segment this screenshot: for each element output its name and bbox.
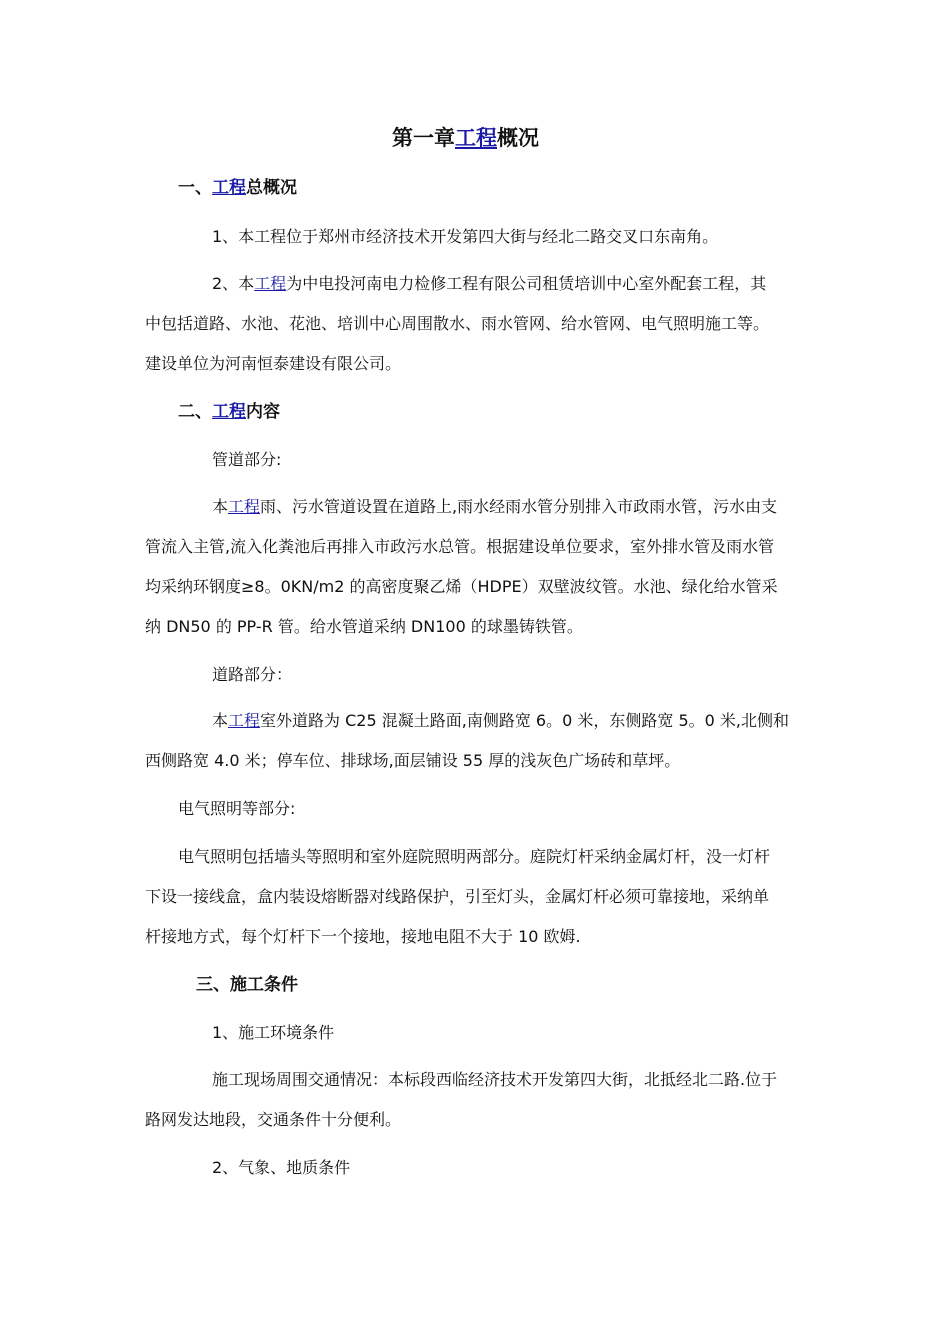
road-para-link[interactable]: 工程 [228,711,261,730]
chapter-title-prefix: 第一章 [392,126,455,150]
pipe-para-line2: 管流入主管,流入化粪池后再排入市政污水总管。根据建设单位要求，室外排水管及雨水管 [145,537,775,556]
road-section-label: 道路部分： [212,665,293,684]
section2-heading-suffix: 内容 [246,402,280,422]
section2-heading-link[interactable]: 工程 [212,402,246,422]
section3-item2: 2、气象、地质条件 [212,1158,351,1177]
section1-item2-prefix: 2、本 [212,274,255,293]
traffic-para-line2: 路网发达地段，交通条件十分便利。 [145,1110,402,1129]
pipe-para-line1 [212,496,777,518]
section1-item2-link[interactable]: 工程 [254,274,287,293]
elec-para-line2: 下设一接线盒，盒内装设熔断器对线路保护，引至灯头，金属灯杆必须可靠接地，采纳单 [145,887,770,906]
section1-heading-suffix: 总概况 [246,178,297,198]
section1-item2-suffix: 为中电投河南电力检修工程有限公司租赁培训中心室外配套工程，其 [286,274,767,293]
section1-item2-line3: 建设单位为河南恒泰建设有限公司。 [145,354,402,373]
section2-heading-prefix: 二、 [178,402,212,422]
section1-heading-prefix: 一、 [178,178,212,198]
section2-heading [178,400,280,424]
pipe-para-suffix: 雨、污水管道设置在道路上,雨水经雨水管分别排入市政雨水管，污水由支 [260,497,778,516]
chapter-title-suffix: 概况 [497,126,539,150]
pipe-para-line3: 均采纳环钢度≥8。0KN/m2 的高密度聚乙烯（HDPE）双壁波纹管。水池、绿化给水管采 [145,577,778,596]
pipe-para-link[interactable]: 工程 [228,497,261,516]
section1-item1: 1、本工程位于郑州市经济技术开发第四大街与经北二路交叉口东南角。 [212,227,719,246]
section3-item1: 1、施工环境条件 [212,1023,335,1042]
elec-para-line3: 杆接地方式，每个灯杆下一个接地，接地电阻不大于 10 欧姆. [145,927,581,946]
section3-heading: 三、施工条件 [196,975,298,995]
elec-para-line1: 电气照明包括墙头等照明和室外庭院照明两部分。庭院灯杆采纳金属灯杆，没一灯杆 [178,847,771,866]
traffic-para-line1: 施工现场周围交通情况：本标段西临经济技术开发第四大街，北抵经北二路.位于 [212,1070,778,1089]
road-para-line1 [212,710,789,732]
pipe-para-line4: 纳 DN50 的 PP-R 管。给水管道采纳 DN100 的球墨铸铁管。 [145,617,583,636]
pipe-section-label: 管道部分: [212,450,282,469]
chapter-title [392,124,539,152]
road-para-suffix: 室外道路为 C25 混凝土路面,南侧路宽 6。0 米，东侧路宽 5。0 米,北侧和 [260,711,789,730]
section1-heading-link[interactable]: 工程 [212,178,246,198]
pipe-para-prefix: 本 [212,497,229,516]
section1-heading [178,176,297,200]
section1-item2-line2: 中包括道路、水池、花池、培训中心周围散水、雨水管网、给水管网、电气照明施工等。 [145,314,770,333]
elec-section-label: 电气照明等部分: [178,799,296,818]
road-para-prefix: 本 [212,711,229,730]
chapter-title-link[interactable]: 工程 [455,126,497,150]
road-para-line2: 西侧路宽 4.0 米；停车位、排球场,面层铺设 55 厚的浅灰色广场砖和草坪。 [145,751,681,770]
section1-item2-line1 [212,273,766,295]
